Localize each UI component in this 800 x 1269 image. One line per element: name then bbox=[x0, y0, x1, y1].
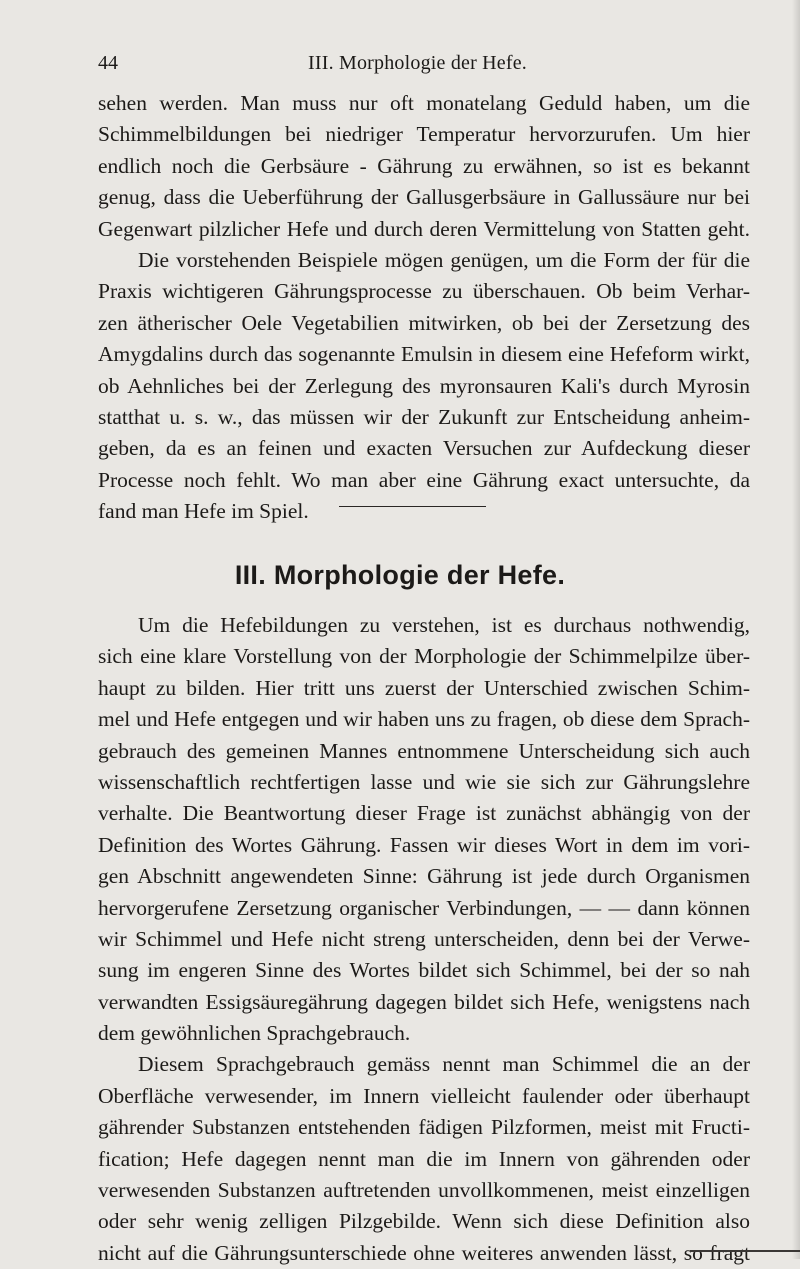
text-line: Diesem Sprachgebrauch gemäss nennt man Schimmel die an der bbox=[138, 1052, 750, 1077]
text-line: Praxis wichtigeren Gährungsprocesse zu überschauen. Ob beim Verhar- bbox=[98, 279, 750, 304]
text-line: wissenschaftlich rechtfertigen lasse und wie sie sich zur Gährungslehre bbox=[98, 769, 750, 794]
text-line: wir Schimmel und Hefe nicht streng unterscheiden, denn bei der Verwe- bbox=[98, 926, 750, 951]
text-line: verwesenden Substanzen auftretenden unvollkommenen, meist einzelligen bbox=[98, 1178, 750, 1203]
text-line: sich eine klare Vorstellung von der Morphologie der Schimmelpilze über- bbox=[98, 644, 750, 669]
text-line: Schimmelbildungen bei niedriger Temperatur hervorzurufen. Um hier bbox=[98, 122, 750, 147]
text-line: dem gewöhnlichen Sprachgebrauch. bbox=[98, 1021, 411, 1046]
page-header bbox=[98, 52, 748, 78]
text-line: Processe noch fehlt. Wo man aber eine Gährung exact untersuchte, da bbox=[98, 467, 750, 492]
paragraph-3 bbox=[98, 610, 750, 1269]
paragraph-2 bbox=[98, 245, 750, 528]
text-line: endlich noch die Gerbsäure - Gährung zu erwähnen, so ist es bekannt bbox=[98, 153, 750, 178]
page-edge-shadow bbox=[792, 0, 800, 1259]
text-line: sung im engeren Sinne des Wortes bildet sich Schimmel, bei der so nah bbox=[98, 958, 750, 983]
page-number: 44 bbox=[98, 52, 118, 74]
text-line: ob Aehnliches bei der Zerlegung des myronsauren Kali's durch Myrosin bbox=[98, 373, 750, 398]
text-line: Oberfläche verwesender, im Innern vielleicht faulender oder überhaupt bbox=[98, 1083, 750, 1108]
text-line: gen Abschnitt angewendeten Sinne: Gährung ist jede durch Organismen bbox=[98, 864, 750, 889]
text-line: fand man Hefe im Spiel. bbox=[98, 499, 309, 524]
text-line: haupt zu bilden. Hier tritt uns zuerst der Unterschied zwischen Schim- bbox=[98, 675, 750, 700]
text-line: gährender Substanzen entstehenden fädigen Pilzformen, meist mit Fructi- bbox=[98, 1115, 750, 1140]
section-heading: III. Morphologie der Hefe. bbox=[234, 560, 566, 590]
text-line: Die vorstehenden Beispiele mögen genügen, um die Form der für die bbox=[138, 248, 750, 272]
text-line: fication; Hefe dagegen nennt man die im Innern von gährenden oder bbox=[98, 1146, 750, 1171]
text-line: genug, dass die Ueberführung der Gallusgerbsäure in Gallussäure nur bei bbox=[98, 185, 750, 210]
running-head: III. Morphologie der Hefe. bbox=[308, 52, 528, 74]
text-line: gebrauch des gemeinen Mannes entnommene Unterscheidung sich auch bbox=[98, 738, 750, 763]
text-line: mel und Hefe entgegen und wir haben uns zu fragen, ob diese dem Sprach- bbox=[98, 707, 750, 732]
text-line: nicht auf die Gährungsunterschiede ohne weiteres anwenden lässt, so fragt bbox=[98, 1240, 750, 1265]
text-line: Amygdalins durch das sogenannte Emulsin in diesem eine Hefeform wirkt, bbox=[98, 342, 750, 367]
text-line: verwandten Essigsäuregährung dagegen bildet sich Hefe, wenigstens nach bbox=[98, 989, 750, 1014]
text-line: oder sehr wenig zelligen Pilzgebilde. Wenn sich diese Definition also bbox=[98, 1209, 750, 1234]
text-line: hervorgerufene Zersetzung organischer Verbindungen, — — dann können bbox=[98, 895, 750, 920]
text-line: Um die Hefebildungen zu verstehen, ist es durchaus nothwendig, bbox=[138, 613, 750, 637]
text-line: geben, da es an feinen und exacten Versuchen zur Aufdeckung dieser bbox=[98, 436, 750, 461]
text-line: Gegenwart pilzlicher Hefe und durch deren Vermittelung von Statten geht. bbox=[98, 216, 750, 241]
text-line: sehen werden. Man muss nur oft monatelang Geduld haben, um die bbox=[98, 91, 750, 115]
bottom-edge-rule bbox=[690, 1250, 800, 1252]
text-line: statthat u. s. w., das müssen wir der Zukunft zur Entscheidung anheim- bbox=[98, 404, 750, 429]
text-line: zen ätherischer Oele Vegetabilien mitwirken, ob bei der Zersetzung des bbox=[98, 310, 750, 335]
section-divider bbox=[339, 506, 486, 507]
paragraph-1 bbox=[98, 88, 750, 245]
text-line: Definition des Wortes Gährung. Fassen wir dieses Wort in dem im vori- bbox=[98, 832, 750, 857]
text-line: verhalte. Die Beantwortung dieser Frage ist zunächst abhängig von der bbox=[98, 801, 750, 826]
